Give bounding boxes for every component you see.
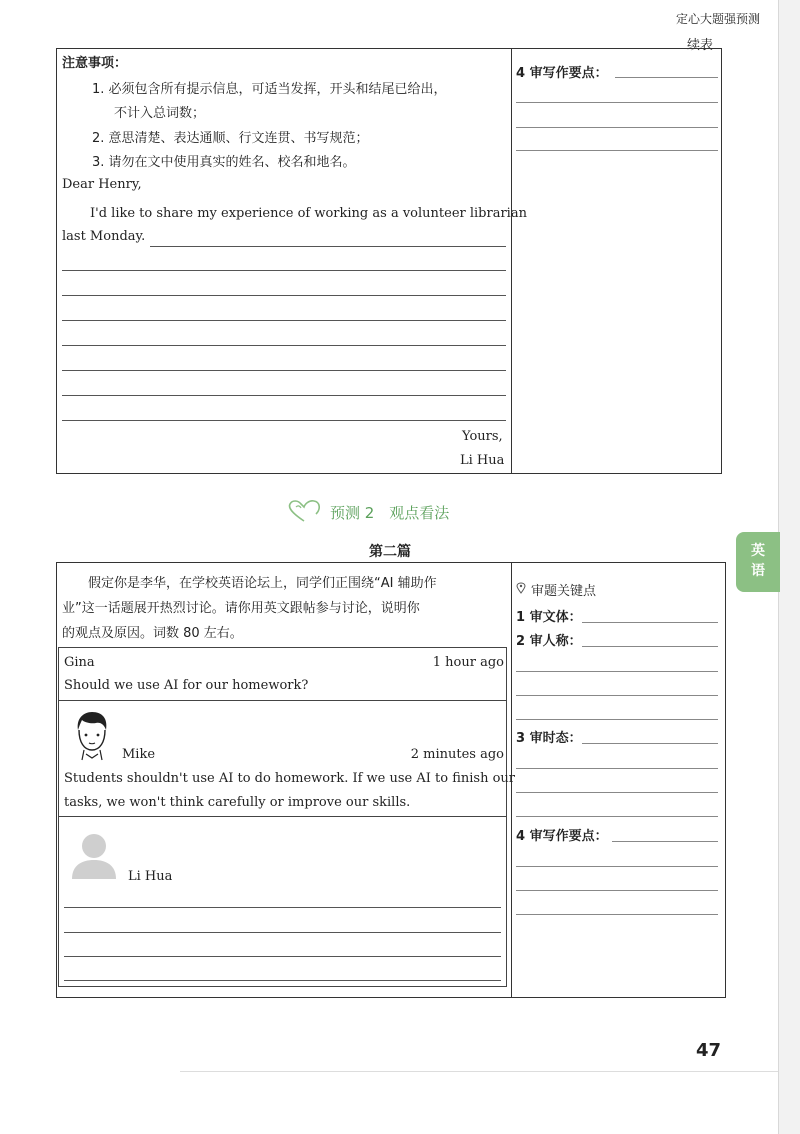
side-line[interactable] (516, 127, 718, 128)
letter-signature: Li Hua (460, 453, 505, 468)
page-number: 47 (696, 1040, 722, 1061)
prompt-line-1: 假定你是李华，在学校英语论坛上，同学们正围绕“AI 辅助作 (88, 576, 437, 591)
writing-line[interactable] (150, 246, 506, 247)
letter-opening-cont: last Monday. (62, 229, 146, 244)
side-item-genre: 1 审文体： (516, 610, 582, 625)
subject-tab[interactable] (736, 532, 780, 592)
side-line[interactable] (516, 695, 718, 696)
side-line[interactable] (516, 719, 718, 720)
side-line[interactable] (516, 792, 718, 793)
side-item-tense: 3 审时态： (516, 731, 582, 746)
page-edge (778, 0, 800, 1134)
note-item-1-cont: 不计入总词数； (114, 106, 206, 121)
side-line[interactable] (582, 743, 718, 744)
side-line[interactable] (516, 150, 718, 151)
footer-rule (180, 1071, 778, 1072)
post-text-cont: tasks, we won't think carefully or improve our skills. (64, 795, 411, 810)
writing-line[interactable] (62, 420, 506, 421)
side-line[interactable] (582, 646, 718, 647)
side-label-writing-points: 4 审写作要点： (516, 66, 608, 81)
note-text: 必须包含所有提示信息，可适当发挥，开头和结尾已给出， (108, 82, 447, 97)
note-text: 意思清楚、表达通顺、行文连贯、书写规范； (108, 131, 369, 146)
side-item-writing-points: 4 审写作要点： (516, 829, 608, 844)
prompt-line-3: 的观点及原因。词数 80 左右。 (62, 626, 243, 641)
post-text: Should we use AI for our homework? (64, 678, 309, 693)
reply-line[interactable] (64, 956, 501, 957)
writing-line[interactable] (62, 370, 506, 371)
side-line[interactable] (612, 841, 718, 842)
letter-closing: Yours, (462, 429, 503, 444)
subject-tab-label-2: 语 (751, 563, 765, 579)
writing-line[interactable] (62, 345, 506, 346)
note-number: 2. (92, 131, 105, 146)
post-username: Li Hua (128, 869, 173, 884)
note-number: 1. (92, 82, 105, 97)
side-line[interactable] (516, 816, 718, 817)
post-divider (58, 816, 507, 817)
side-line[interactable] (516, 914, 718, 915)
note-item-1 (92, 78, 507, 97)
writing-line[interactable] (62, 270, 506, 271)
post-time: 1 hour ago (432, 655, 504, 670)
side-line[interactable] (582, 622, 718, 623)
side-item-person: 2 审人称： (516, 634, 582, 649)
post-divider (58, 700, 507, 701)
side-line[interactable] (516, 102, 718, 103)
table-divider (511, 48, 512, 474)
mike-avatar-icon (70, 710, 114, 762)
heart-icon (286, 499, 322, 523)
section-subheading: 第二篇 (369, 544, 411, 560)
writing-line[interactable] (62, 295, 506, 296)
forum-thread (58, 647, 507, 987)
reply-line[interactable] (64, 932, 501, 933)
side-title: 审题关键点 (531, 584, 597, 599)
prompt-line-2: 业”这一话题展开热烈讨论。请你用英文跟帖参与讨论，说明你 (62, 601, 420, 616)
user-avatar-icon (68, 829, 120, 881)
continued-label: 续表 (686, 38, 713, 53)
series-title: 定心大题强预测 (675, 12, 760, 26)
reply-line[interactable] (64, 980, 501, 981)
letter-greeting: Dear Henry, (62, 177, 142, 192)
location-pin-icon (516, 582, 526, 594)
post-text: Students shouldn't use AI to do homework. If we use AI to finish our (64, 771, 515, 786)
side-line[interactable] (516, 866, 718, 867)
note-item-3 (92, 151, 356, 170)
reply-line[interactable] (64, 907, 501, 908)
post-username: Mike (122, 747, 156, 762)
note-number: 3. (92, 155, 105, 170)
side-line[interactable] (516, 671, 718, 672)
writing-line[interactable] (62, 320, 506, 321)
notes-title: 注意事项： (62, 56, 128, 71)
letter-opening: I'd like to share my experience of working as a volunteer librarian (90, 206, 527, 221)
side-line[interactable] (516, 890, 718, 891)
section-heading: 预测 2 观点看法 (330, 504, 450, 522)
writing-line[interactable] (62, 395, 506, 396)
side-line[interactable] (615, 77, 718, 78)
side-line[interactable] (516, 768, 718, 769)
note-text: 请勿在文中使用真实的姓名、校名和地名。 (108, 155, 356, 170)
post-time: 2 minutes ago (410, 747, 504, 762)
subject-tab-label-1: 英 (751, 543, 765, 559)
note-item-2 (92, 127, 369, 146)
post-username: Gina (64, 655, 95, 670)
